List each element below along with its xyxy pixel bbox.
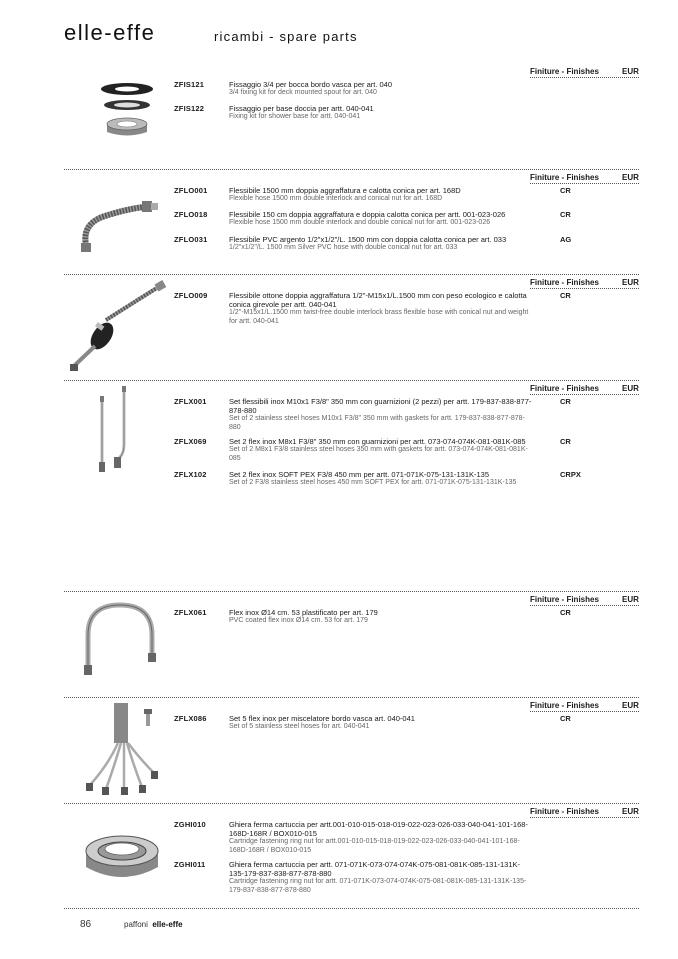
- eur-header: EUR: [622, 173, 639, 182]
- finish-code: CR: [560, 397, 571, 406]
- divider: [64, 697, 639, 698]
- divider: [64, 380, 639, 381]
- cartridge-ring-nut-image: [82, 825, 162, 889]
- pvc-coated-flex-arc-image: [80, 599, 162, 677]
- item-code: ZFLO018: [174, 210, 208, 219]
- item-code: ZGHI011: [174, 860, 206, 869]
- item-description: Ghiera ferma cartuccia per artt.001-010-015-018-019-022-023-026-033-040-041-101-168-168D-168R / BOX010-015 Cartridge fastening ring nut for artt.001-010-015-018-019-022-023-026-033-040-041-101-168-168D-168R / BOX010-015: [229, 820, 528, 854]
- header-rule: [530, 605, 639, 606]
- item-description: Fissaggio 3/4 per bocca bordo vasca per art. 040 3/4 fixing kit for deck mounted spout for art. 040: [229, 80, 393, 96]
- item-description: Set flessibili inox M10x1 F3/8" 350 mm con guarnizioni (2 pezzi) per artt. 179-837-838-877-878-880 Set of 2 stainless steel hoses M10x1 F3/8" 350 mm with gaskets for artt. 179-837-838-877-878-880: [229, 397, 532, 431]
- item-description: Fissaggio per base doccia per artt. 040-041 Fixing kit for shower base for artt. 040-041: [229, 104, 374, 120]
- item-description: Flessibile ottone doppia aggraffatura 1/2"-M15x1/L.1500 mm con peso ecologico e calotta conica girevole per artt. 040-041 1/2"-M15x1/L.1500 mm twist-free double interlock brass flexible hose with conical nut and weight for artt. 040-041: [229, 291, 529, 325]
- item-description: Set 2 flex inox M8x1 F3/8" 350 mm con guarnizioni per artt. 073-074-074K-081-081K-085 Set of 2 M8x1 F3/8 stainless steel hoses 350 mm with gaskets for artt. 073-074-074K-081-081K-085: [229, 437, 528, 462]
- header-rule: [530, 394, 639, 395]
- finish-code: CR: [560, 714, 571, 723]
- five-hose-bundle-image: [78, 701, 162, 797]
- mounting-ring-gasket-nut-image: [92, 79, 162, 143]
- item-code: ZFLX086: [174, 714, 207, 723]
- page-subtitle: ricambi - spare parts: [214, 29, 358, 44]
- header-rule: [530, 817, 639, 818]
- footer-divider: [64, 908, 639, 909]
- hose-with-eco-weight-image: [68, 280, 172, 374]
- eur-header: EUR: [622, 807, 639, 816]
- header-rule: [530, 77, 639, 78]
- item-description: Set 5 flex inox per miscelatore bordo vasca art. 040-041 Set of 5 stainless steel hoses for art. 040-041: [229, 714, 415, 730]
- item-code: ZFLX061: [174, 608, 207, 617]
- item-description: Set 2 flex inox SOFT PEX F3/8 450 mm per artt. 071-071K-075-131-131K-135 Set of 2 F3/8 stainless steel hoses 450 mm SOFT PEX for artt. 071-071K-075-131-131K-135: [229, 470, 517, 486]
- item-code: ZFLO031: [174, 235, 208, 244]
- item-description: Flessibile 1500 mm doppia aggraffatura e calotta conica per art. 168D Flexible hose 1500 mm double interlock and conical nut for art. 168D: [229, 186, 461, 202]
- eur-header: EUR: [622, 278, 639, 287]
- item-code: ZGHI010: [174, 820, 206, 829]
- finish-code: CR: [560, 186, 571, 195]
- finish-code: CR: [560, 608, 571, 617]
- finishes-header: Finiture - Finishes: [530, 67, 599, 76]
- divider: [64, 591, 639, 592]
- divider: [64, 274, 639, 275]
- finish-code: AG: [560, 235, 572, 244]
- stainless-steel-hoses-pair-image: [92, 384, 136, 480]
- item-code: ZFLX069: [174, 437, 207, 446]
- header-rule: [530, 183, 639, 184]
- item-description: Flessibile PVC argento 1/2"x1/2"/L. 1500 mm con doppia calotta conica per art. 033 1/2"x1/2"/L. 1500 mm Silver PVC hose with double conical nut for art. 033: [229, 235, 507, 251]
- flexible-hose-image: [74, 187, 166, 255]
- finish-code: CRPX: [560, 470, 581, 479]
- item-code: ZFLO009: [174, 291, 208, 300]
- item-code: ZFIS121: [174, 80, 205, 89]
- item-code: ZFIS122: [174, 104, 205, 113]
- page-number: 86: [80, 919, 92, 930]
- eur-header: EUR: [622, 67, 639, 76]
- item-description: Flex inox Ø14 cm. 53 plastificato per art. 179 PVC coated flex inox Ø14 cm. 53 for art. 179: [229, 608, 378, 624]
- finishes-header: Finiture - Finishes: [530, 173, 599, 182]
- item-code: ZFLX102: [174, 470, 207, 479]
- eur-header: EUR: [622, 701, 639, 710]
- divider: [64, 169, 639, 170]
- item-code: ZFLO001: [174, 186, 208, 195]
- finish-code: CR: [560, 291, 571, 300]
- item-description: Ghiera ferma cartuccia per artt. 071-071K-073-074-074K-075-081-081K-085-131-131K-135-179-837-838-877-878-880 Cartridge fastening ring nut for artt. 071-071K-073-074-074K-075-081-081K-085-131-131K-135-179-837-838-877-878-880: [229, 860, 527, 894]
- header-rule: [530, 288, 639, 289]
- divider: [64, 803, 639, 804]
- finish-code: CR: [560, 210, 571, 219]
- finish-code: CR: [560, 437, 571, 446]
- item-code: ZFLX001: [174, 397, 207, 406]
- eur-header: EUR: [622, 384, 639, 393]
- finishes-header: Finiture - Finishes: [530, 384, 599, 393]
- finishes-header: Finiture - Finishes: [530, 595, 599, 604]
- eur-header: EUR: [622, 595, 639, 604]
- header-rule: [530, 711, 639, 712]
- brand-title: elle-effe: [64, 20, 156, 45]
- item-description: Flessibile 150 cm doppia aggraffatura e doppia calotta conica per artt. 001-023-026 Flexible hose 1500 mm double interlock and double conical nut for artt. 001-023-026: [229, 210, 506, 226]
- finishes-header: Finiture - Finishes: [530, 807, 599, 816]
- finishes-header: Finiture - Finishes: [530, 701, 599, 710]
- finishes-header: Finiture - Finishes: [530, 278, 599, 287]
- footer-brand: paffoni elle-effe: [124, 920, 183, 929]
